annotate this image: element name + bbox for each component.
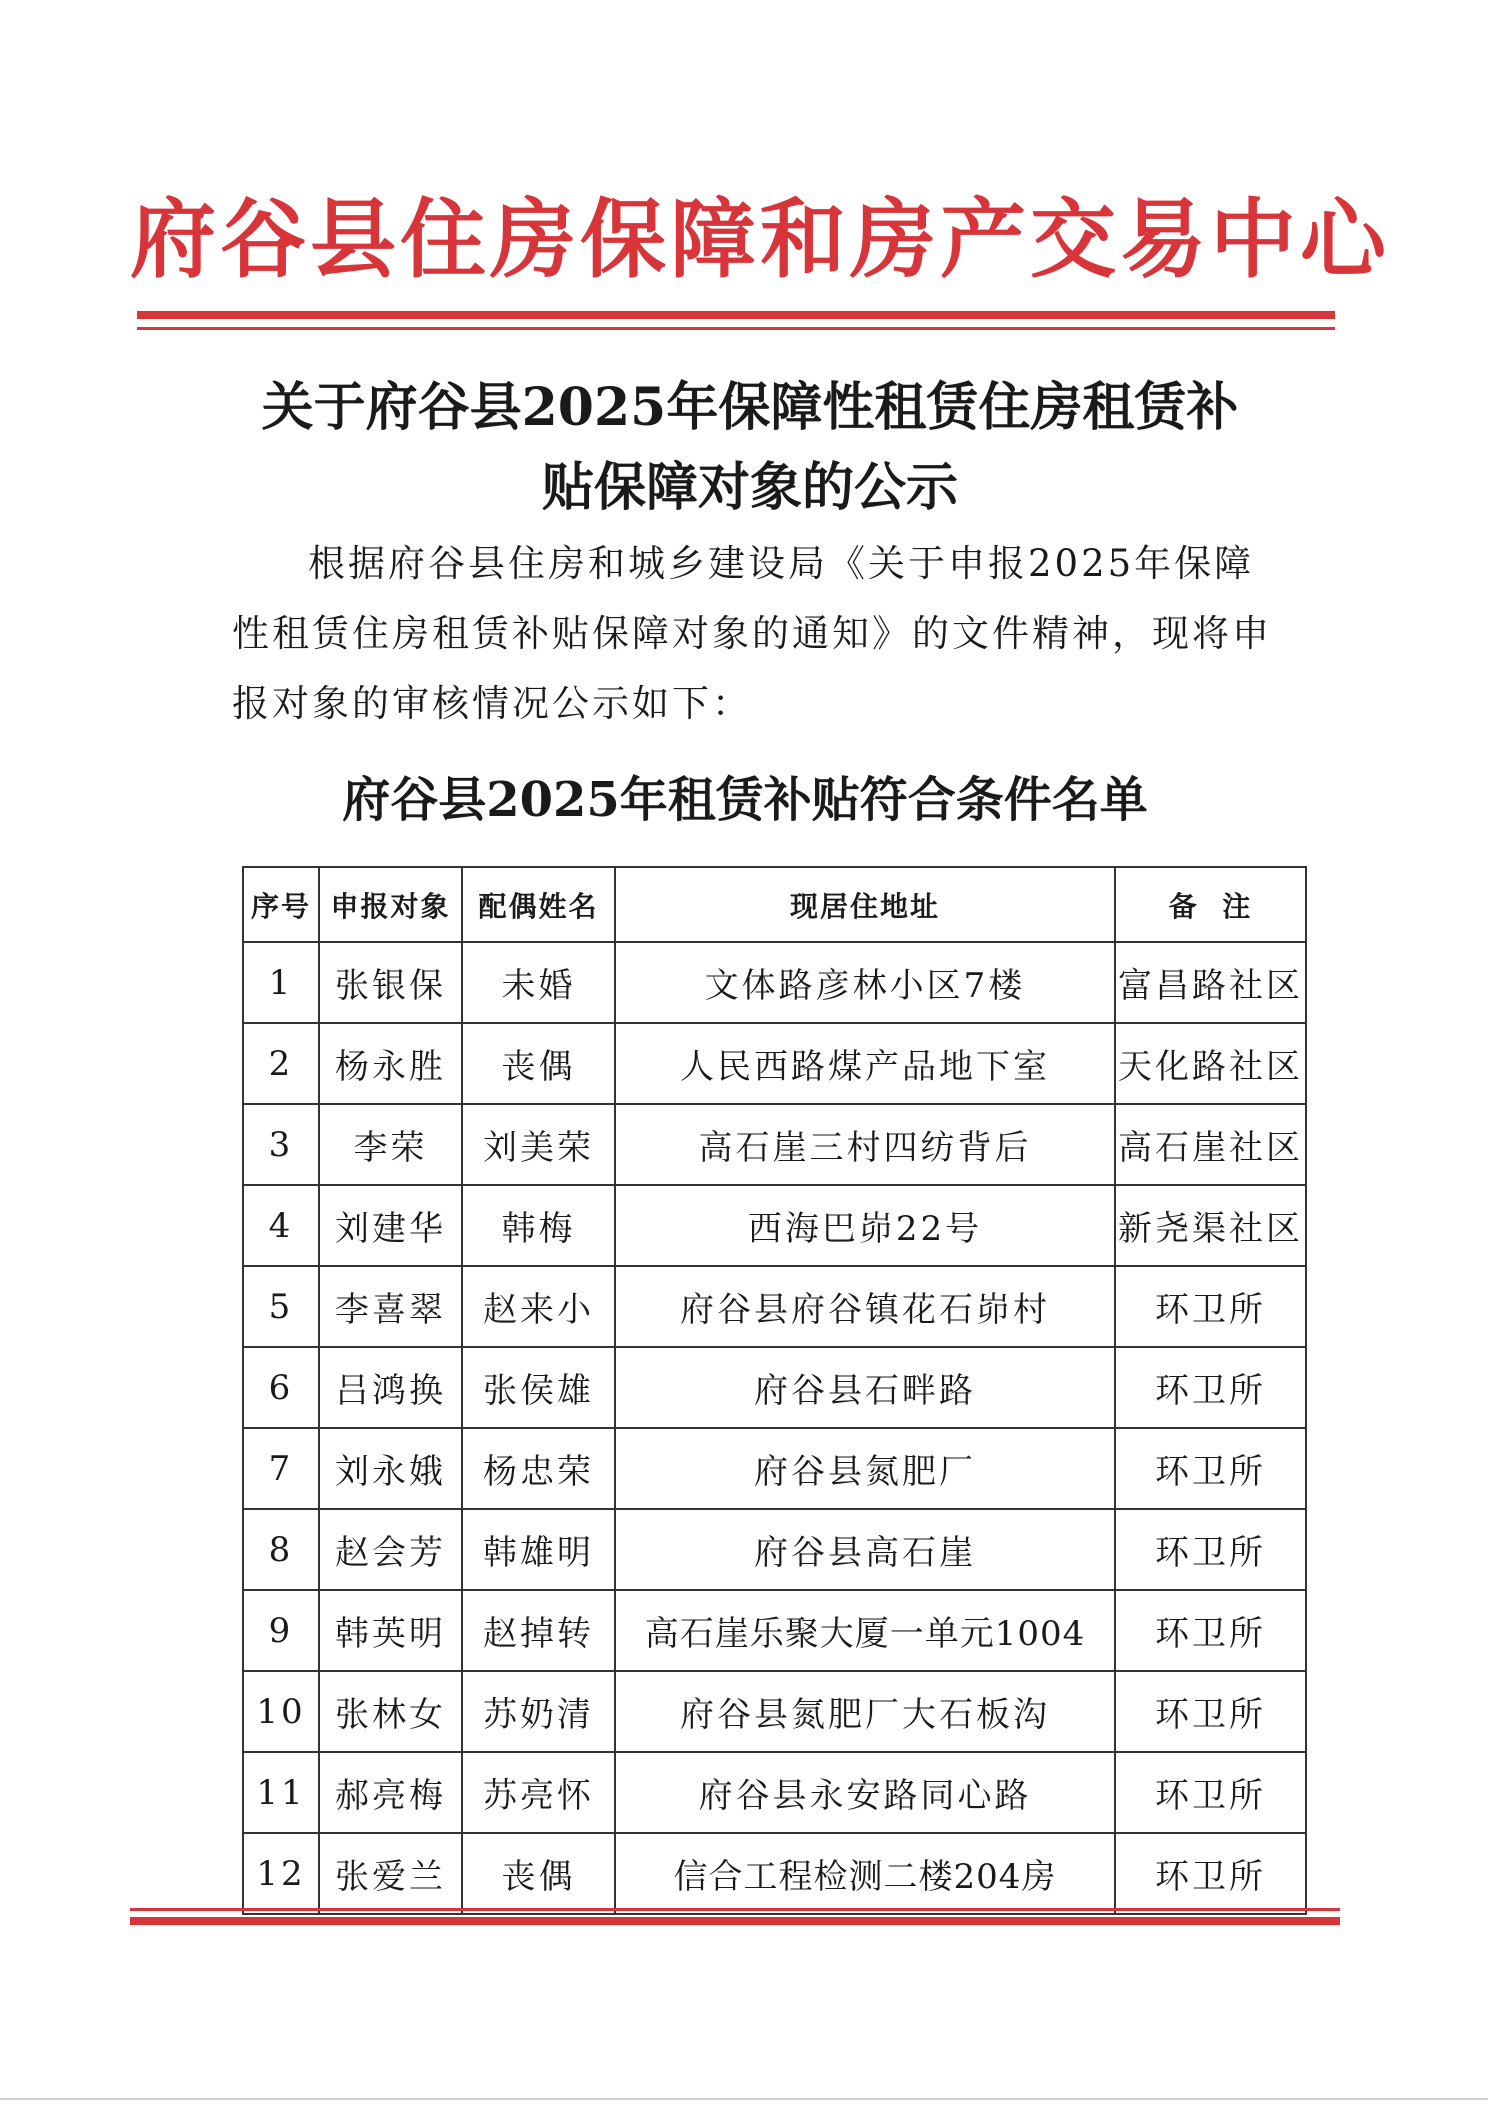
cell-spouse: 丧偶 <box>462 1833 615 1914</box>
table-row <box>243 942 1306 1023</box>
letterhead-rule-thick <box>137 311 1335 319</box>
cell-applicant: 赵会芳 <box>319 1509 462 1590</box>
table-row <box>243 1347 1306 1428</box>
cell-remarks: 环卫所 <box>1115 1266 1306 1347</box>
column-header-remarks: 备 注 <box>1115 867 1306 942</box>
footer-rule-thin <box>130 1908 1340 1911</box>
column-header-address: 现居住地址 <box>615 867 1115 942</box>
cell-remarks: 高石崖社区 <box>1115 1104 1306 1185</box>
cell-applicant: 李喜翠 <box>319 1266 462 1347</box>
table-row <box>243 1752 1306 1833</box>
table-row <box>243 1833 1306 1914</box>
cell-applicant: 刘建华 <box>319 1185 462 1266</box>
cell-applicant: 刘永娥 <box>319 1428 462 1509</box>
cell-address: 高石崖乐聚大厦一单元1004 <box>615 1590 1115 1671</box>
cell-remarks: 环卫所 <box>1115 1347 1306 1428</box>
cell-spouse: 未婚 <box>462 942 615 1023</box>
cell-spouse: 苏奶清 <box>462 1671 615 1752</box>
table-row <box>243 1185 1306 1266</box>
cell-spouse: 韩雄明 <box>462 1509 615 1590</box>
cell-address: 府谷县府谷镇花石峁村 <box>615 1266 1115 1347</box>
notice-title-line-1: 关于府谷县2025年保障性租赁住房租赁补 <box>261 377 1239 438</box>
cell-applicant: 张爱兰 <box>319 1833 462 1914</box>
notice-title-line-2: 贴保障对象的公示 <box>541 457 958 518</box>
cell-index: 11 <box>243 1752 319 1833</box>
cell-applicant: 张林女 <box>319 1671 462 1752</box>
eligible-list-table <box>242 866 1307 1915</box>
footer-rule-thick <box>130 1917 1340 1925</box>
cell-index: 9 <box>243 1590 319 1671</box>
cell-index: 5 <box>243 1266 319 1347</box>
cell-remarks: 环卫所 <box>1115 1671 1306 1752</box>
cell-applicant: 吕鸿换 <box>319 1347 462 1428</box>
cell-spouse: 刘美荣 <box>462 1104 615 1185</box>
cell-index: 8 <box>243 1509 319 1590</box>
table-header-row <box>243 867 1306 942</box>
table-row <box>243 1671 1306 1752</box>
cell-remarks: 环卫所 <box>1115 1752 1306 1833</box>
table-row <box>243 1023 1306 1104</box>
table-row <box>243 1590 1306 1671</box>
cell-applicant: 李荣 <box>319 1104 462 1185</box>
cell-remarks: 环卫所 <box>1115 1590 1306 1671</box>
table-row <box>243 1509 1306 1590</box>
cell-spouse: 赵掉转 <box>462 1590 615 1671</box>
cell-address: 人民西路煤产品地下室 <box>615 1023 1115 1104</box>
table-row <box>243 1428 1306 1509</box>
notice-body-line-2: 性租赁住房租赁补贴保障对象的通知》的文件精神，现将申 <box>232 612 1272 655</box>
notice-body-line-3: 报对象的审核情况公示如下： <box>232 682 752 725</box>
cell-address: 府谷县永安路同心路 <box>615 1752 1115 1833</box>
cell-spouse: 韩梅 <box>462 1185 615 1266</box>
cell-applicant: 杨永胜 <box>319 1023 462 1104</box>
letterhead-title: 府谷县住房保障和房产交易中心 <box>130 189 1390 290</box>
table-row <box>243 1104 1306 1185</box>
cell-index: 7 <box>243 1428 319 1509</box>
cell-remarks: 富昌路社区 <box>1115 942 1306 1023</box>
column-header-spouse: 配偶姓名 <box>462 867 615 942</box>
cell-index: 2 <box>243 1023 319 1104</box>
cell-index: 4 <box>243 1185 319 1266</box>
cell-applicant: 韩英明 <box>319 1590 462 1671</box>
cell-address: 信合工程检测二楼204房 <box>615 1833 1115 1914</box>
cell-address: 府谷县氮肥厂大石板沟 <box>615 1671 1115 1752</box>
cell-remarks: 环卫所 <box>1115 1428 1306 1509</box>
cell-address: 府谷县石畔路 <box>615 1347 1115 1428</box>
cell-spouse: 杨忠荣 <box>462 1428 615 1509</box>
page-edge-line <box>0 2098 1488 2100</box>
cell-applicant: 张银保 <box>319 942 462 1023</box>
letterhead-rule-thin <box>137 327 1335 330</box>
cell-spouse: 张侯雄 <box>462 1347 615 1428</box>
cell-remarks: 环卫所 <box>1115 1833 1306 1914</box>
cell-index: 3 <box>243 1104 319 1185</box>
cell-index: 6 <box>243 1347 319 1428</box>
cell-index: 1 <box>243 942 319 1023</box>
notice-body-line-1: 根据府谷县住房和城乡建设局《关于申报2025年保障 <box>308 542 1255 585</box>
list-title: 府谷县2025年租赁补贴符合条件名单 <box>342 772 1148 828</box>
cell-remarks: 新尧渠社区 <box>1115 1185 1306 1266</box>
cell-index: 12 <box>243 1833 319 1914</box>
cell-address: 府谷县高石崖 <box>615 1509 1115 1590</box>
cell-applicant: 郝亮梅 <box>319 1752 462 1833</box>
cell-address: 文体路彦林小区7楼 <box>615 942 1115 1023</box>
cell-index: 10 <box>243 1671 319 1752</box>
cell-remarks: 天化路社区 <box>1115 1023 1306 1104</box>
column-header-index: 序号 <box>243 867 319 942</box>
cell-spouse: 丧偶 <box>462 1023 615 1104</box>
cell-spouse: 赵来小 <box>462 1266 615 1347</box>
cell-spouse: 苏亮怀 <box>462 1752 615 1833</box>
column-header-applicant: 申报对象 <box>319 867 462 942</box>
cell-address: 府谷县氮肥厂 <box>615 1428 1115 1509</box>
cell-address: 高石崖三村四纺背后 <box>615 1104 1115 1185</box>
table-row <box>243 1266 1306 1347</box>
cell-remarks: 环卫所 <box>1115 1509 1306 1590</box>
cell-address: 西海巴峁22号 <box>615 1185 1115 1266</box>
